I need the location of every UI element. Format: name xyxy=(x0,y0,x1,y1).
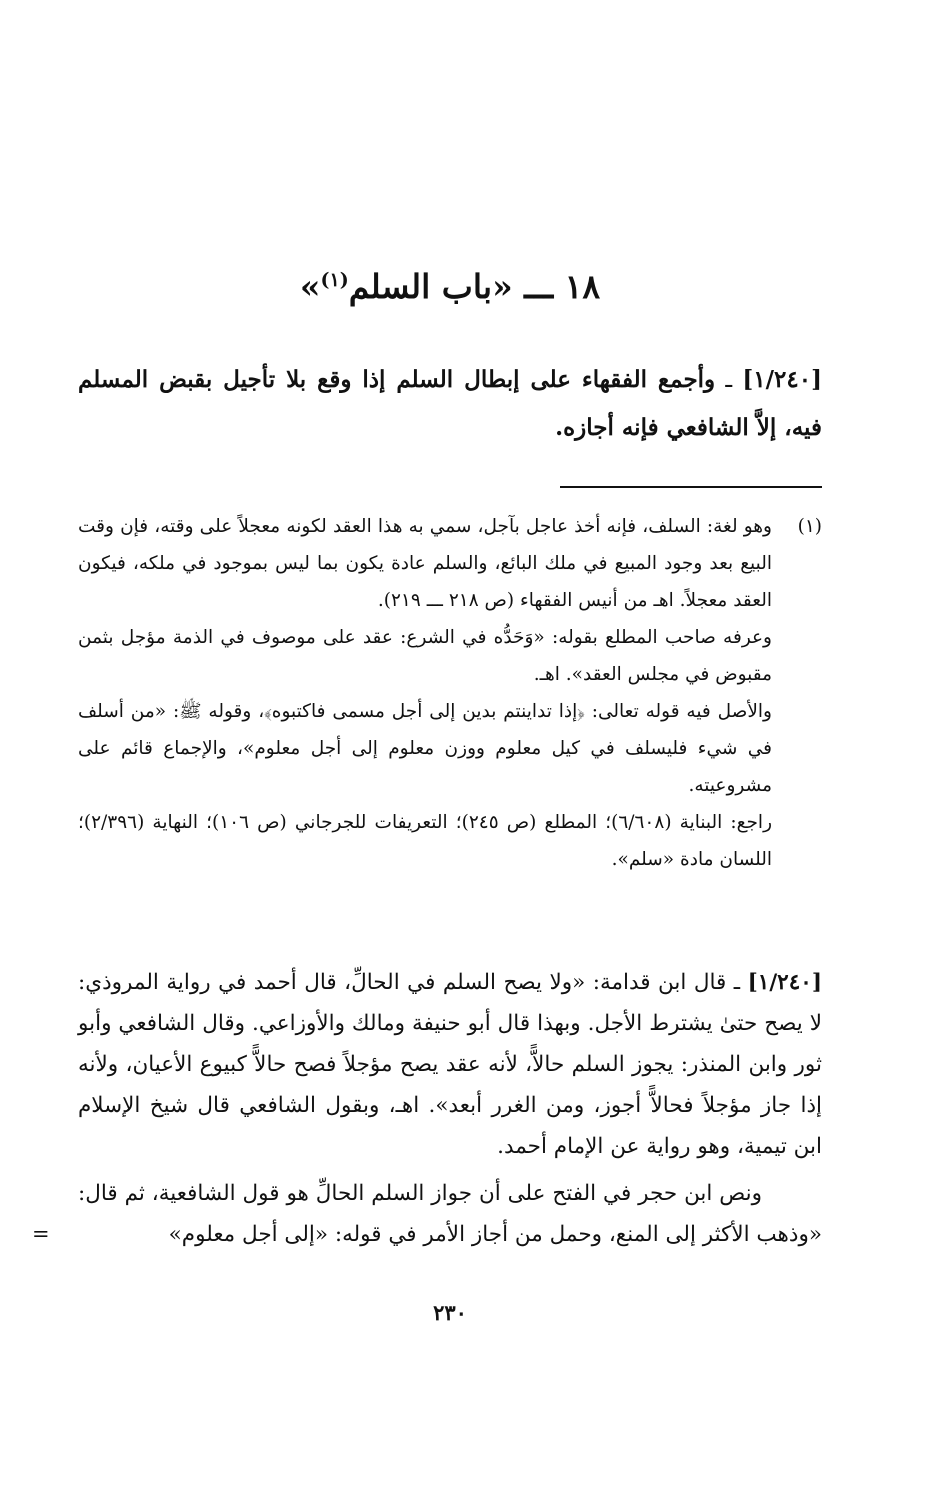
footnote-paragraph: راجع: البناية (٦/٦٠٨)؛ المطلع (ص ٢٤٥)؛ التعريفات للجرجاني (ص ١٠٦)؛ النهاية (٢/٣٩٦)؛ اللسان مادة «سلم». xyxy=(78,812,773,870)
entry-main xyxy=(78,356,822,452)
chapter-title-close: » xyxy=(299,267,321,306)
entry-dash: ـ xyxy=(715,367,743,393)
entry-second-text-2: ونص ابن حجر في الفتح على أن جواز السلم الحالِّ هو قول الشافعية، ثم قال: «وذهب الأكثر إلى المنع، وحمل من أجاز الأمر في قوله: «إلى أجل معلوم» xyxy=(78,1181,822,1247)
footnote-paragraph: وهو لغة: السلف، فإنه أخذ عاجل بآجل، سمي به هذا العقد لكونه معجلاً على وقته، فإن وقت البيع بعد وجود المبيع في ملك البائع، والسلم عادة يكون بما ليس بموجود في ملكه، فيكون العقد معجلاً. اهـ من أنيس الفقهاء (ص ٢١٨ ـــ ٢١٩). xyxy=(78,516,772,611)
chapter-title xyxy=(78,256,822,311)
footnote-number: (١) xyxy=(797,516,822,537)
entry-lead-text: وأجمع الفقهاء على إبطال السلم إذا وقع بلا تأجيل بقبض المسلم فيه، إلاَّ الشافعي فإنه أجازه. xyxy=(78,366,822,441)
entry-second-paragraph-2 xyxy=(78,1173,822,1255)
chapter-footnote-ref[interactable]: (١) xyxy=(320,269,349,291)
footnote xyxy=(78,508,822,878)
continuation-mark: = xyxy=(32,1222,50,1246)
entry-second-paragraph xyxy=(78,962,822,1167)
footnote-paragraph: وعرفه صاحب المطلع بقوله: «وَحَدُّه في الشرع: عقد على موصوف في الذمة مؤجل بثمن مقبوض في مجلس العقد». اهـ. xyxy=(78,627,772,685)
book-page xyxy=(32,0,822,1493)
entry-second-dash: ـ xyxy=(726,970,748,995)
entry-second-ref: [١/٢٤٠] xyxy=(747,970,822,995)
page-number: ٢٣٠ xyxy=(433,1300,467,1325)
entry-ref: [١/٢٤٠] xyxy=(742,366,822,393)
entry-second-text: قال ابن قدامة: «ولا يصح السلم في الحالِّ، قال أحمد في رواية المروذي: لا يصح حتىٰ يشترط الأجل. وبهذا قال أبو حنيفة ومالك والأوزاعي. وقال الشافعي وأبو ثور وابن المنذر: يجوز السلم حالاًّ، لأنه عقد يصح مؤجلاً فصح حالاًّ كبيوع الأعيان، ولأنه إذا جاز مؤجلاً فحالاًّ أجوز، ومن الغرر أبعد». اهـ، وبقول الشافعي قال شيخ الإسلام ابن تيمية، وهو رواية عن الإمام أحمد. xyxy=(78,970,822,1159)
footnote-divider xyxy=(560,486,822,488)
entry-second xyxy=(32,962,822,1255)
footnote-paragraph: والأصل فيه قوله تعالى: ﴿إذا تداينتم بدين إلى أجل مسمى فاكتبوه﴾، وقوله ﷺ: «من أسلف في شيء فليسلف في كيل معلوم ووزن معلوم إلى أجل معلوم»، والإجماع قائم على مشروعيته. xyxy=(78,701,772,796)
footnote-body xyxy=(78,508,772,878)
chapter-title-text: ١٨ ـــ «باب السلم xyxy=(348,267,601,306)
